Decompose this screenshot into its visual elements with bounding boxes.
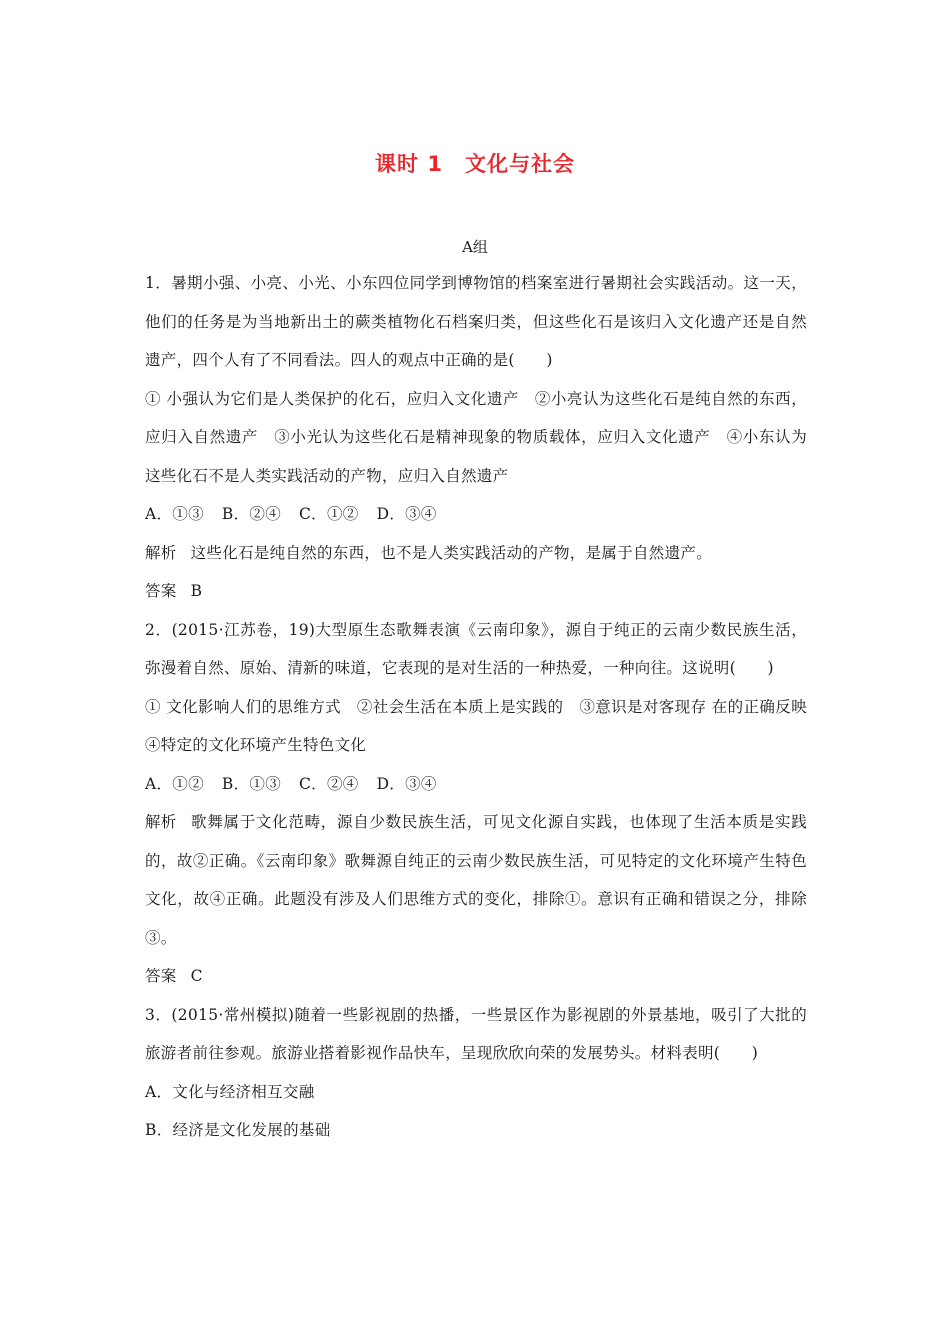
option-b: B．①③ [221,774,281,793]
question-1-stem: 1．暑期小强、小亮、小光、小东四位同学到博物馆的档案室进行暑期社会实践活动。这一天，他们的任务是为当地新出土的蕨类植物化石档案归类，但这些化石是该归入文化遗产还是自然遗产，四个人有了不同看法。四人的观点中正确的是( ) [145,274,807,369]
question-list [145,264,823,1150]
question-2-options [145,765,807,804]
option-a: A．①② [145,774,204,793]
answer-value: B [190,582,203,600]
question-2-statements: ① 文化影响人们的思维方式 ②社会生活在本质上是实践的 ③意识是对客现存 在的正确反映 ④特定的文化环境产生特色文化 [145,697,823,754]
page-title [0,148,950,178]
analysis-label: 解析 [145,813,177,831]
question-2-analysis [145,803,807,957]
question-1-answer [145,572,807,611]
answer-label: 答案 [145,582,177,600]
option-c: C．①② [299,505,359,523]
answer-value: C [190,967,203,985]
option-b: B．经济是文化发展的基础 [145,1121,331,1139]
analysis-label: 解析 [145,543,177,562]
question-1-options [145,495,807,534]
analysis-text: 这些化石是纯自然的东西，也不是人类实践活动的产物，是属于自然遗产。 [190,543,713,562]
lesson-number: 课时 1 [375,152,443,176]
option-d: D．③④ [376,505,437,523]
question-3-stem: 3．(2015·常州模拟)随着一些影视剧的热播，一些景区作为影视剧的外景基地，吸引了大批的旅游者前往参观。旅游业搭着影视作品快车，呈现欣欣向荣的发展势头。材料表明( ) [145,1005,807,1062]
answer-label: 答案 [145,967,177,985]
option-c: C．②④ [299,774,359,793]
option-a: A．文化与经济相互交融 [145,1082,315,1101]
question-1-analysis [145,534,807,573]
analysis-text: 歌舞属于文化范畴，源自少数民族生活，可见文化源自实践，也体现了生活本质是实践的，故②正确。《云南印象》歌舞源自纯正的云南少数民族生活，可见特定的文化环境产生特色文化，故④正确。此题没有涉及人们思维方式的变化，排除①。意识有正确和错误之分，排除③。 [145,813,807,947]
question-1-statements: ① 小强认为它们是人类保护的化石，应归入文化遗产 ②小亮认为这些化石是纯自然的东西，应归入自然遗产 ③小光认为这些化石是精神现象的物质载体，应归入文化遗产 ④小东认为这些化石不是人类实践活动的产物，应归入自然遗产 [145,389,807,485]
option-a: A．①③ [145,505,204,523]
option-d: D．③④ [376,774,437,793]
group-label: A组 [462,238,488,256]
option-b: B．②④ [221,505,281,523]
lesson-title: 文化与社会 [464,152,575,176]
question-2-answer [145,957,807,996]
question-2-stem: 2．(2015·江苏卷，19)大型原生态歌舞表演《云南印象》，源自于纯正的云南少数民族生活，弥漫着自然、原始、清新的味道，它表现的是对生活的一种热爱，一种向往。这说明( ) [145,620,807,677]
